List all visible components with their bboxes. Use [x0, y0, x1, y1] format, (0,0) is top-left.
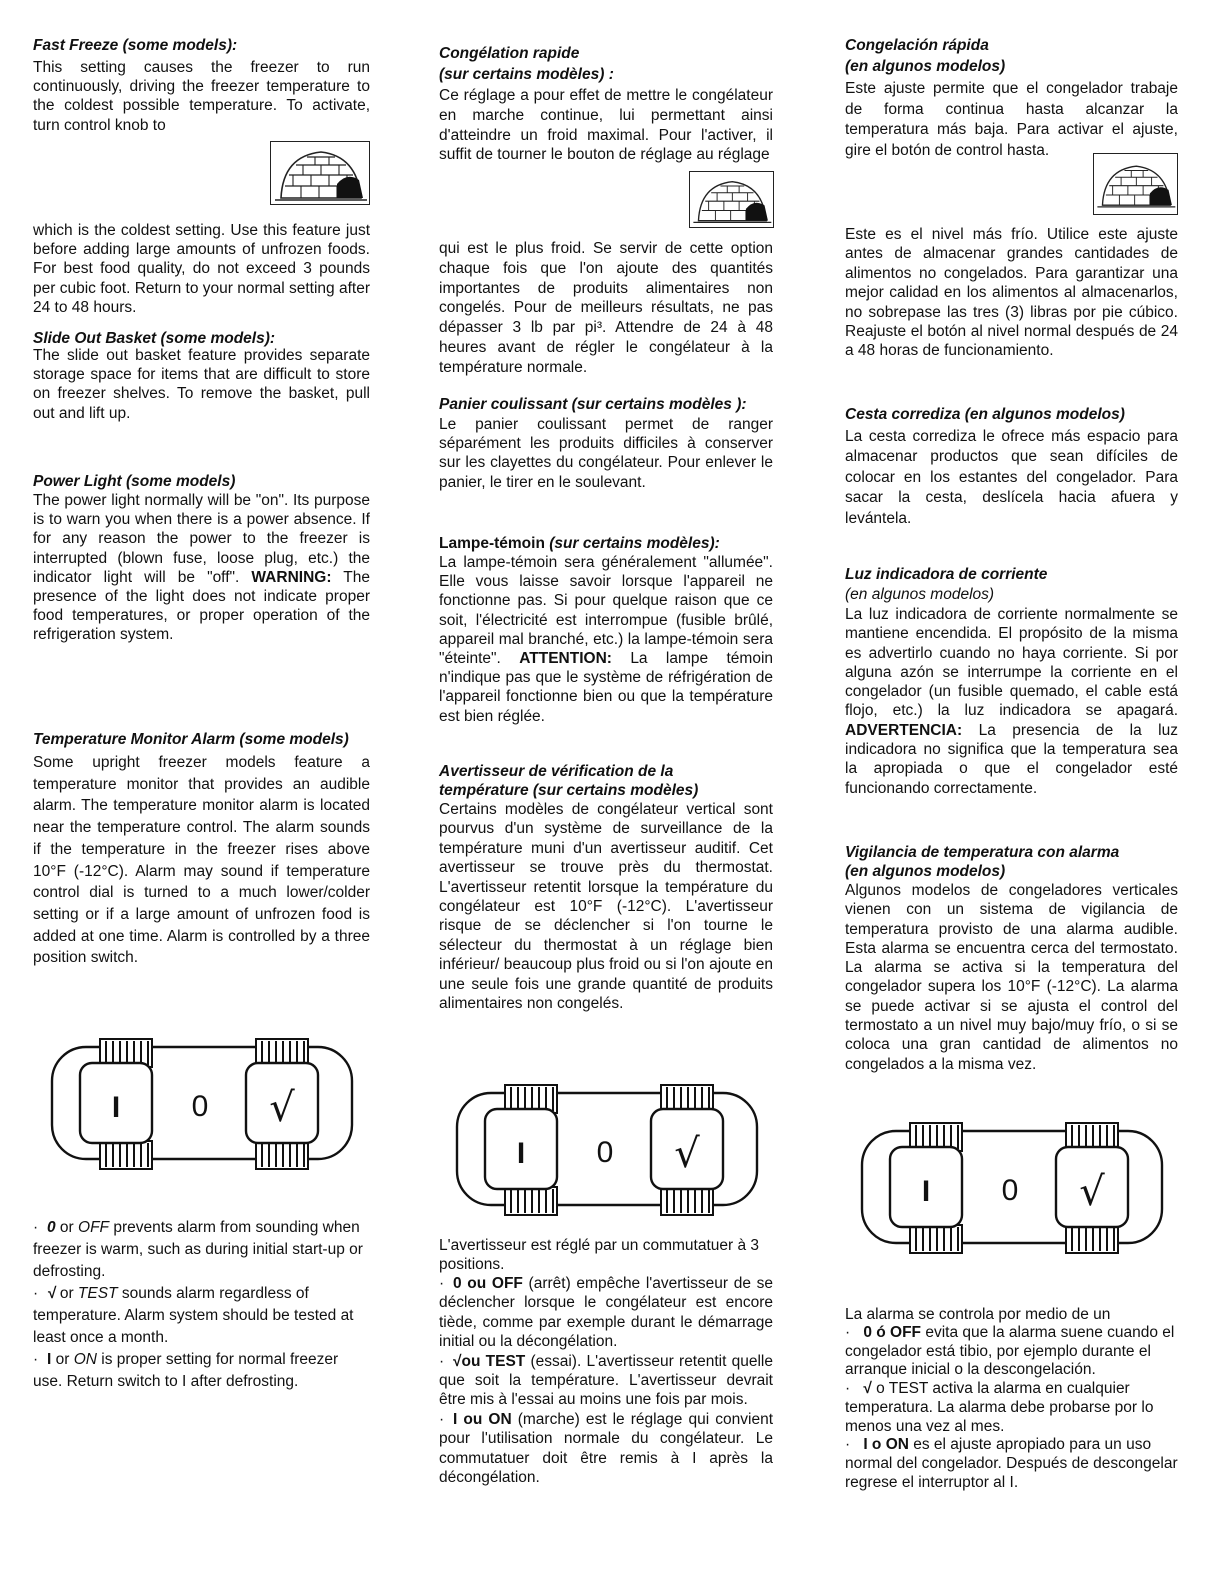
fast-freeze-text-2: which is the coldest setting. Use this feature just before adding large amounts of unfrozen foods. For best food quality, do not exceed 3 pounds per cubic foot. Return to your normal setting after 24 to 48 hours.: [33, 222, 370, 316]
bullet-off: · 0 ou OFF (arrêt) empêche l'avertisseur de se déclencher lorsque le congélateur est encore tiède, comme par exemple durant le démarrage initial ou la décongélation.: [439, 1275, 773, 1351]
bullet-test: · √ or TEST sounds alarm regardless of temperature. Alarm system should be tested at least once a month.: [33, 1285, 354, 1346]
svg-text:√: √: [1079, 1169, 1105, 1215]
alarm-switch-diagram: [860, 1121, 1164, 1260]
es-fast-freeze-text-2: Este es el nivel más frío. Utilice este ajuste antes de almacenar grandes cantidades de alimentos no congelados. Para garantizar una mejor calidad en los alimentos al almacenarlos, no sobrepase las tres (3) libras por pie cúbico. Reajuste el botón al nivel normal después de 24 a 48 horas de funcionamiento.: [845, 226, 1178, 360]
fr-temp-alarm-title-2: température (sur certains modèles): [439, 782, 699, 799]
igloo-icon: [1093, 153, 1178, 215]
fr-slide-basket-title: Panier coulissant (sur certains modèles ):: [439, 396, 747, 413]
fast-freeze-text-1: This setting causes the freezer to run continuously, driving the freezer temperature to the coldest possible temperature. To activate, turn control knob to: [33, 59, 370, 134]
fr-temp-alarm-title-1: Avertisseur de vérification de la: [439, 763, 674, 780]
es-power-light-text: La luz indicadora de corriente normalmente se mantiene encendida. El propósito de la misma es advertirlo cuando no haya corriente. Si por alguna azón se interrumpe la corriente en el congelador (un fusible quemado, el cable está flojo, etc.) la luz indicadora se apagará. ADVERTENCIA: La presencia de la luz indicadora no significa que la temperatura sea la apropiada o que el congelador esté funcionando correctamente.: [845, 606, 1178, 797]
fast-freeze-title: Fast Freeze (some models):: [33, 37, 238, 54]
es-fast-freeze-title-1: Congelación rápida: [845, 37, 989, 54]
alarm-switch-diagram: [50, 1037, 354, 1176]
fr-temp-alarm-text: Certains modèles de congélateur vertical sont pourvus d'un système de surveillance de la température muni d'un avertisseur auditif. Cet avertisseur se trouve près du thermostat. L'avertisseur retentit lorsque la température du congélateur est 10°F (-12°C). L'avertisseur risque de se déclencher si l'on tourne le sélecteur du thermostat à un réglage bien inférieur/ beaucoup plus froid ou si l'on ajoute en une seule fois une grande quantité de produits alimentaires non congelés.: [439, 801, 773, 1013]
bullet-on: · I o ON es el ajuste apropiado para un uso normal del congelador. Después de descongelar regrese el interruptor al I.: [845, 1436, 1178, 1491]
temp-alarm-title: Temperature Monitor Alarm (some models): [33, 731, 349, 748]
es-slide-basket-title: Cesta corrediza (en algunos modelos): [845, 406, 1125, 423]
es-temp-alarm-text: Algunos modelos de congeladores verticales vienen con un sistema de vigilancia de temperatura provisto de una alarma audible. Esta alarma se encuentra cerca del termostato. La alarma se activa si la temperatura del congelador supera los 10°F (-12°C). La alarma se puede activar si se ajusta el control del termostato a un nivel muy bajo/muy frío, o si se coloca una gran cantidad de alimentos no congelados a la misma vez.: [845, 882, 1178, 1073]
slide-basket-title: Slide Out Basket (some models):: [33, 330, 276, 347]
fr-power-light-text: La lampe-témoin sera généralement "allumée". Elle vous laisse savoir lorsque l'appareil ne fonctionne pas. Si pour quelque raison que ce soit, l'électricité est interrompue (fusible brûlé, appareil mal branché, etc.) la lampe-témoin sera "éteinte". ATTENTION: La lampe témoin n'indique pas que le système de réfrigération de l'appareil fonctionne bien ou que la température est bien réglée.: [439, 554, 774, 725]
power-light-title: Power Light (some models): [33, 473, 236, 490]
english-bullets: [33, 1217, 370, 1393]
french-bullets: [439, 1274, 773, 1487]
es-slide-basket-text: La cesta corrediza le ofrece más espacio para almacenar productos que sean difíciles de colocar en los estantes del congelador. Para sacar la cesta, deslícela hacia afuera y levántela.: [845, 428, 1178, 527]
fr-fast-freeze-title-1: Congélation rapide: [439, 45, 580, 62]
fr-fast-freeze-title-2: (sur certains modèles) :: [439, 66, 614, 83]
svg-text:I: I: [111, 1091, 121, 1124]
bullet-off: · 0 ó OFF evita que la alarma suene cuando el congelador está tibio, por ejemplo durante el arranque inicial o la descongelación.: [845, 1324, 1175, 1379]
bullet-off: · 0 or OFF prevents alarm from sounding when freezer is warm, such as during initial start-up or defrosting.: [33, 1219, 363, 1280]
svg-text:0: 0: [191, 1090, 209, 1123]
alarm-switch-diagram: [455, 1083, 759, 1222]
slide-basket-text: The slide out basket feature provides separate storage space for items that are difficult to store on freezer shelves. To remove the basket, pull out and lift up.: [33, 347, 370, 422]
svg-text:√: √: [674, 1131, 700, 1177]
bullet-test: · √ou TEST (essai). L'avertisseur retentit quelle que soit la température. L'avertisseur devrait être mis à l'essai au moins une fois par mois.: [439, 1352, 773, 1409]
svg-text:I: I: [921, 1175, 931, 1208]
es-temp-alarm-title-2: (en algunos modelos): [845, 863, 1006, 880]
fr-switch-intro: L'avertisseur est réglé par un commutatuer à 3 positions.: [439, 1237, 760, 1274]
igloo-icon: [270, 141, 370, 205]
svg-text:I: I: [516, 1137, 526, 1170]
es-fast-freeze-title-2: (en algunos modelos): [845, 58, 1006, 75]
fr-slide-basket-text: Le panier coulissant permet de ranger séparément les produits difficiles à conserver sur les clayettes du congélateur. Pour enlever le panier, le tirer en le soulevant.: [439, 416, 773, 491]
svg-text:√: √: [269, 1085, 295, 1131]
fr-fast-freeze-text-1: Ce réglage a pour effet de mettre le congélateur en marche continue, lui permettant ainsi d'atteindre un froid maximal. Pour l'activer, il suffit de tourner le bouton de réglage au réglage: [439, 87, 773, 164]
es-power-light-title-1: Luz indicadora de corriente: [845, 566, 1048, 583]
igloo-icon: [689, 171, 774, 228]
es-temp-alarm-title-1: Vigilancia de temperatura con alarma: [845, 844, 1120, 861]
bullet-on: · I or ON is proper setting for normal freezer use. Return switch to I after defrosting.: [33, 1351, 339, 1390]
es-power-light-title-2: (en algunos modelos): [845, 586, 995, 603]
spanish-bullets: [845, 1324, 1178, 1492]
bullet-on: · I ou ON (marche) est le réglage qui convient pour l'utilisation normale du congélateur. Le commutatuer doit être remis à I après la décongélation.: [439, 1410, 773, 1487]
es-switch-intro: La alarma se controla por medio de un: [845, 1306, 1111, 1323]
es-fast-freeze-text-1: Este ajuste permite que el congelador trabaje de forma continua hasta alcanzar la temperatura más baja. Para activar el ajuste, gire el botón de control hasta.: [845, 80, 1178, 159]
svg-text:0: 0: [596, 1136, 614, 1169]
power-light-text: The power light normally will be "on". Its purpose is to warn you when there is a power absence. If for any reason the power to the freezer is interrupted (blown fuse, loose plug, etc.) the indicator light will be "off". WARNING: The presence of the light does not indicate proper food temperatures, or proper operation of the refrigeration system.: [33, 492, 370, 644]
fr-power-light-title: Lampe-témoin (sur certains modèles):: [439, 535, 720, 552]
temp-alarm-text: Some upright freezer models feature a temperature monitor that provides an audible alarm. The temperature monitor alarm is located near the temperature control. The alarm sounds if the temperature in the freezer rises above 10°F (-12°C). Alarm may sound if temperature control dial is turned to a much lower/colder setting or if a large amount of unfrozen food is added at one time. Alarm is controlled by a three position switch.: [33, 754, 370, 967]
bullet-test: · √ o TEST activa la alarma en cualquier temperatura. La alarma debe probarse por lo menos una vez al mes.: [845, 1380, 1154, 1435]
fr-fast-freeze-text-2: qui est le plus froid. Se servir de cette option chaque fois que l'on ajoute des quantités importantes de produits alimentaires non congelés. Pour de meilleurs résultats, ne pas dépasser 3 lb par pi³. Attendre de 24 à 48 heures avant de régler le congélateur à la température normale.: [439, 240, 773, 376]
svg-text:0: 0: [1001, 1174, 1019, 1207]
